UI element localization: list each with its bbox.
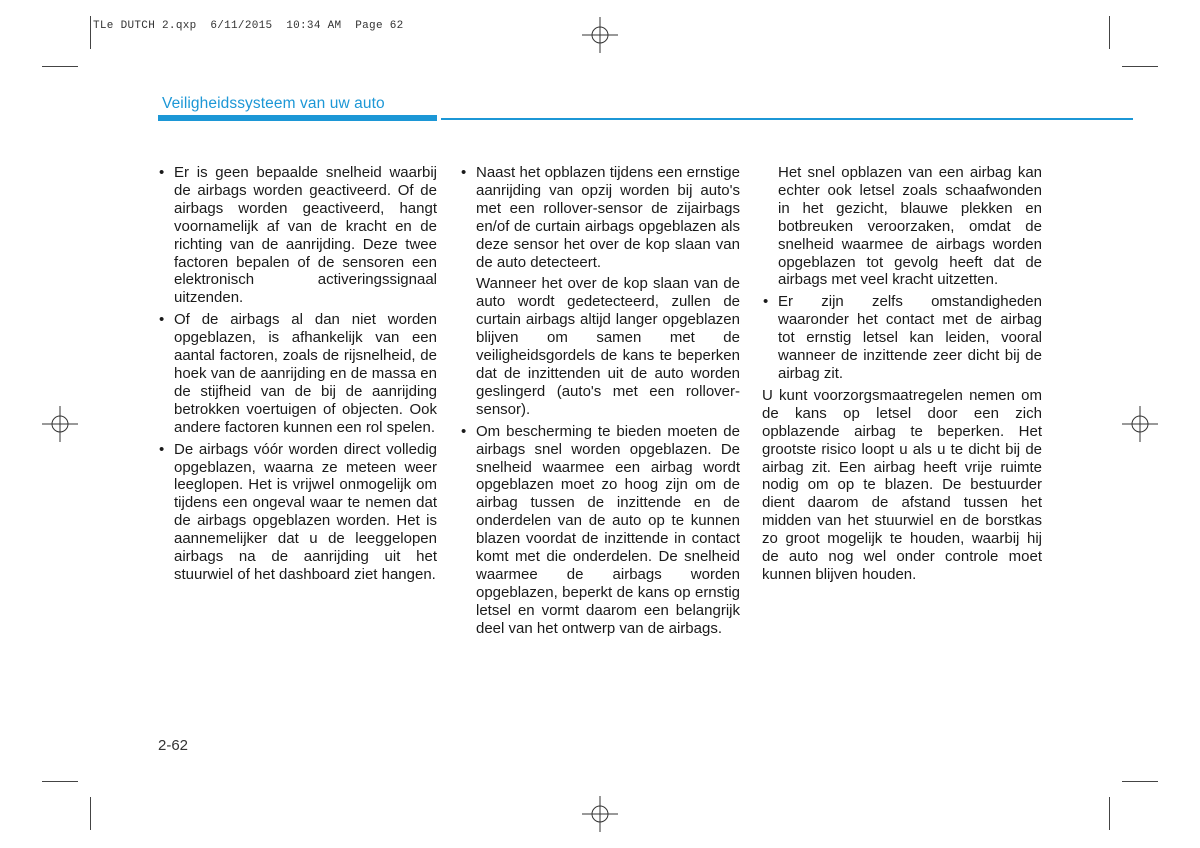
list-item: • Of de airbags al dan niet worden opgeblazen, is afhankelijk van een aantal factoren, zoals de rijsnelheid, de hoek van de aanrijding en de massa en de stijfheid van de bij de aanrijding betrokken voertuigen of objecten. Ook andere factoren kunnen een rol spelen.: [158, 311, 437, 436]
crop-mark: [90, 797, 91, 830]
crop-mark: [42, 781, 78, 782]
crop-mark: [1122, 66, 1158, 67]
bullet-list: [762, 293, 1042, 383]
page-number: 2-62: [158, 737, 189, 754]
crop-mark: [1122, 781, 1158, 782]
list-item: • De airbags vóór worden direct volledig opgeblazen, waarna ze meteen weer leeglopen. Het is vrijwel onmogelijk om tijdens een ongeval waar te nemen dat de airbags opgeblazen worden. Het is aannemelijker dat u de leeggelopen airbags na de aanrijding uit het stuurwiel of het dashboard ziet hangen.: [158, 441, 437, 584]
list-item-continuation: Wanneer het over de kop slaan van de auto wordt gedetecteerd, zullen de curtain airbags altijd langer opgeblazen blijven om samen met de veiligheidsgordels de kans te beperken dat de inzittenden uit de auto worden geslingerd (auto's met een rollover-sensor).: [476, 275, 740, 418]
bullet-list: [460, 423, 740, 638]
registration-mark-icon: [582, 17, 618, 53]
registration-mark-icon: [1122, 406, 1158, 442]
list-item: • Er is geen bepaalde snelheid waarbij de airbags worden geactiveerd. Of de airbags worden geactiveerd, hangt voornamelijk af van de kracht en de richting van de aanrijding. Deze twee factoren bepalen of de sensoren een elektronisch activeringssignaal uitzenden.: [158, 164, 437, 307]
header-rule-thin: [441, 118, 1133, 120]
header-rule-thick: [158, 115, 437, 121]
column-middle: [460, 164, 740, 642]
crop-mark: [1109, 797, 1110, 830]
bullet-list: [158, 164, 437, 584]
registration-mark-icon: [42, 406, 78, 442]
list-item: • Naast het opblazen tijdens een ernstige aanrijding van opzij worden bij auto's met een rollover-sensor de zijairbags en/of de curtain airbags opgeblazen als deze sensor het over de kop slaan van de auto detecteert.: [460, 164, 740, 271]
crop-mark: [90, 16, 91, 49]
continued-paragraph: Het snel opblazen van een airbag kan echter ook letsel zoals schaafwonden in het gezicht, blauwe plekken en botbreuken veroorzaken, omdat de snelheid waarmee de airbags worden opgeblazen tot gevolg heeft dat de airbags met veel kracht uitzetten.: [778, 164, 1042, 289]
column-right: [762, 164, 1042, 584]
column-left: [158, 164, 437, 588]
printer-slug: TLe DUTCH 2.qxp 6/11/2015 10:34 AM Page 62: [93, 20, 404, 32]
list-item: • Om bescherming te bieden moeten de airbags snel worden opgeblazen. De snelheid waarmee een airbag wordt opgeblazen moet zo hoog zijn om de airbag tussen de inzittende en de onderdelen van de auto op te kunnen blazen voordat de inzittende in contact komt met die onderdelen. De snelheid waarmee de airbags worden opgeblazen, beperkt de kans op ernstig letsel en vormt daarom een belangrijk deel van het ontwerp van de airbags.: [460, 423, 740, 638]
body-paragraph: U kunt voorzorgsmaatregelen nemen om de kans op letsel door een zich opblazende airbag te beperken. Het grootste risico loopt u als u te dicht bij de airbag zit. Een airbag heeft vrije ruimte nodig om op te blazen. De bestuurder dient daarom de afstand tussen het midden van het stuurwiel en de borstkas zo groot mogelijk te houden, waarbij hij de auto nog wel onder controle moet kunnen blijven houden.: [762, 386, 1042, 583]
section-title: Veiligheidssysteem van uw auto: [162, 95, 385, 112]
crop-mark: [42, 66, 78, 67]
bullet-list: [460, 164, 740, 271]
registration-mark-icon: [582, 796, 618, 832]
crop-mark: [1109, 16, 1110, 49]
list-item: • Er zijn zelfs omstandigheden waaronder het contact met de airbag tot ernstig letsel kan leiden, vooral wanneer de inzittende zeer dicht bij de airbag zit.: [762, 293, 1042, 383]
